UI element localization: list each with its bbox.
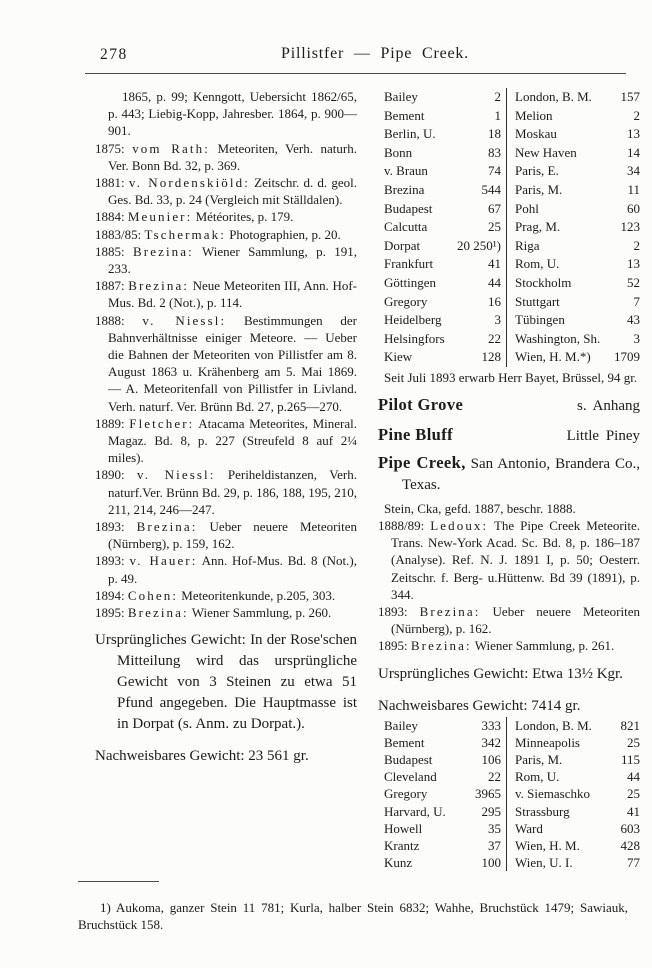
collection-name: Helsingfors (384, 330, 445, 346)
table-row (378, 88, 640, 107)
locality-name: Pipe Creek, (378, 452, 466, 472)
collection-weight: 18 (488, 126, 501, 142)
page-number: 278 (100, 46, 128, 63)
table-row (378, 181, 640, 200)
bib-entry (95, 226, 357, 243)
collection-name: Paris, M. (506, 181, 606, 200)
collection-name: Rom, U. (506, 255, 606, 274)
bib-author: Brezina: (128, 278, 190, 294)
pipe-creek-weights-table (378, 717, 640, 872)
bibliography-right (378, 517, 640, 655)
original-weight-paragraph (95, 630, 357, 735)
collection-name: Howell (384, 820, 423, 836)
table-row (378, 348, 640, 367)
collection-name: New Haven (506, 144, 606, 163)
collection-name: Tübingen (506, 311, 606, 330)
table-row (378, 274, 640, 293)
collection-weight: 67 (488, 200, 501, 216)
bib-entry (378, 517, 640, 603)
collection-name: Bement (384, 734, 425, 750)
collection-name: Strassburg (506, 803, 606, 820)
collection-weight: 25 (627, 734, 640, 750)
collection-weight: 544 (481, 181, 501, 197)
collection-name: v. Braun (384, 163, 428, 179)
collection-weight: 128 (481, 349, 501, 365)
collection-name: Minneapolis (506, 734, 606, 751)
collection-weight: 333 (481, 717, 501, 733)
table-row (378, 330, 640, 349)
bib-author: Ledoux: (430, 517, 489, 533)
collection-weight: 2 (494, 89, 501, 104)
bib-text: Zeitschr. d. d. geol. Ges. Bd. 33, p. 24 (Vergleich mit Ställdalen). (108, 175, 357, 208)
collection-weight: 2 (633, 237, 640, 253)
locality-entry-pipe-creek (378, 452, 640, 496)
bib-entry (378, 603, 640, 637)
weight-label: Nachweisbares Gewicht: (378, 697, 528, 714)
bib-author: Fletcher: (129, 415, 195, 431)
weight-value: 7414 gr. (531, 697, 581, 714)
collection-weight: 100 (481, 855, 501, 871)
collection-weight: 115 (620, 751, 640, 767)
locality-entry-pine-bluff (378, 424, 640, 447)
collection-weight: 22 (488, 330, 501, 346)
bib-year: 1885: (95, 243, 125, 259)
weight-value: 23 561 gr. (248, 748, 309, 765)
bib-year: 1894: (95, 587, 125, 603)
locality-reference: s. Anhang (577, 397, 640, 414)
locality-reference: Little Piney (566, 427, 640, 444)
bib-text: Neue Meteoriten III, Ann. Hof-Mus. Bd. 2 (Not.), p. 114. (108, 278, 357, 311)
collection-name: Prag, M. (506, 218, 606, 237)
collection-name: Heidelberg (384, 312, 442, 328)
collection-name: Cleveland (384, 769, 437, 785)
bib-year: 1893: (95, 553, 125, 569)
bib-entry (95, 415, 357, 467)
collection-name: Riga (506, 237, 606, 256)
verifiable-weight-line (378, 696, 640, 717)
table-row (378, 751, 640, 768)
weight-text: In der Rose'schen Mitteilung wird das ursprüngliche Gewicht von 3 Steinen zu etwa 51 Pfund angegeben. Die Hauptmasse ist in Dorpat (s. Anm. zu Dorpat.). (117, 632, 357, 733)
collection-weight: 41 (627, 803, 640, 819)
collection-weight: 35 (488, 820, 501, 836)
bib-text: The Pipe Creek Meteorite. Trans. New-York Acad. Sc. Bd. 8, p. 186–187 (Analyse). Ref. N. J. 1891 I, p. 50; Oesterr. Zeitschr. f. Berg- u.Hüttenw. Bd 39 (1891), p. 344. (391, 517, 641, 602)
table-row (378, 125, 640, 144)
collection-name: Budapest (384, 200, 433, 216)
weight-label: Nachweisbares Gewicht: (95, 748, 245, 765)
collection-weight: 295 (481, 803, 501, 819)
bib-author: v. Hauer: (129, 553, 198, 569)
collection-weight: 14 (627, 144, 640, 160)
table-row (378, 218, 640, 237)
collection-weight: 44 (627, 769, 640, 785)
collection-weight: 342 (481, 734, 501, 750)
bib-text: Wiener Sammlung, p. 261. (474, 638, 615, 654)
header-rule (85, 73, 626, 74)
table-row (378, 803, 640, 820)
collection-weight: 603 (620, 820, 640, 836)
bib-year: 1889: (95, 415, 125, 431)
collection-weight: 157 (620, 89, 640, 104)
collection-name: Bement (384, 107, 425, 123)
original-weight-paragraph (378, 664, 640, 685)
collection-name: London, B. M. (506, 88, 606, 107)
collection-weight: 11 (627, 181, 640, 197)
collection-name: Bailey (384, 717, 418, 733)
table-row (378, 717, 640, 734)
collection-name: Gregory (384, 786, 428, 802)
collection-weight: 77 (627, 855, 640, 871)
bib-text: Météorites, p. 179. (195, 209, 294, 225)
left-column (95, 88, 357, 767)
bib-year: 1875: (95, 140, 125, 156)
table-row (378, 785, 640, 802)
collection-name: Paris, M. (506, 751, 606, 768)
collection-name: Moskau (506, 125, 606, 144)
bib-text: Bestimmungen der Bahnverhältnisse einiger Meteore. — Ueber die Bahnen der Meteoriten von Pillistfer am 8. August 1863 u. Krähenberg am 5. Mai 1869. — A. Meteoritenfall von Pillistfer in Livland. Verh. naturf. Ver. Brünn Bd. 27, p.265—270. (108, 312, 358, 414)
bib-author: vom Rath: (132, 140, 210, 156)
collection-name: Dorpat (384, 237, 421, 253)
collection-weight: 25 (488, 219, 501, 235)
collection-weight: 821 (620, 717, 640, 733)
collection-weight: 41 (488, 256, 501, 272)
collection-name: Gregory (384, 293, 428, 309)
collection-name: Wien, U. I. (506, 854, 606, 871)
running-header-title: Pillistfer — Pipe Creek. (281, 45, 469, 62)
collection-name: Stockholm (506, 274, 606, 293)
collection-name: Pohl (506, 200, 606, 219)
bib-entry (378, 637, 640, 654)
table-row (378, 237, 640, 256)
bib-year: 1884: (95, 209, 125, 225)
collection-name: London, B. M. (506, 717, 606, 734)
bib-author: v. Niessl: (142, 312, 227, 328)
pillistfer-weights-table (378, 88, 640, 367)
bib-entry (95, 277, 357, 311)
bib-entry (95, 518, 357, 552)
table-row (378, 837, 640, 854)
collection-weight: 106 (481, 751, 501, 767)
collection-weight: 1 (494, 107, 501, 123)
bib-author: Brezina: (419, 603, 481, 619)
bib-author: v. Niessl: (137, 467, 216, 483)
locality-entry-pilot-grove (378, 394, 640, 417)
table-row (378, 854, 640, 871)
bib-text: Meteoritenkunde, p.205, 303. (181, 587, 336, 603)
collection-name: Stuttgart (506, 293, 606, 312)
collection-weight: 83 (488, 144, 501, 160)
collection-weight: 2 (633, 107, 640, 123)
collection-weight: 3 (494, 312, 501, 328)
collection-weight: 13 (627, 256, 640, 272)
bib-year: 1895: (95, 605, 125, 621)
verifiable-weight-line (95, 746, 357, 767)
bib-author: Brezina: (136, 519, 198, 535)
collection-name: Brezina (384, 181, 425, 197)
bib-year: 1893: (95, 519, 125, 535)
collection-weight: 44 (488, 274, 501, 290)
collection-name: Melion (506, 107, 606, 126)
locality-location: San Antonio, Brandera Co., Texas. (402, 455, 640, 493)
locality-name: Pine Bluff (378, 424, 454, 444)
bib-author: Brezina: (410, 638, 472, 654)
bibliography-left (95, 88, 357, 621)
collection-weight: 74 (488, 163, 501, 179)
bib-year: 1883/85: (95, 226, 142, 242)
footnote: 1) Aukoma, ganzer Stein 11 781; Kurla, halber Stein 6832; Wahhe, Bruchstück 1479; Sawiauk, Bruchstück 158. (78, 900, 628, 933)
bib-author: v. Nordenskiöld: (128, 175, 250, 191)
collection-name: Göttingen (384, 274, 436, 290)
bib-text: Periheldistanzen, Verh. naturf.Ver. Brünn Bd. 29, p. 186, 188, 195, 210, 211, 214, 246—247. (108, 467, 357, 517)
bib-entry (95, 604, 357, 621)
bib-year: 1887: (95, 278, 125, 294)
weight-label: Ursprüngliches Gewicht: (95, 632, 246, 649)
table-row (378, 162, 640, 181)
collection-weight: 123 (620, 219, 640, 235)
bib-text: Wiener Sammlung, p. 260. (191, 605, 332, 621)
bib-text: Ueber neuere Meteoriten (Nürnberg), p. 159, 162. (108, 519, 358, 552)
bib-text: Photographien, p. 20. (229, 226, 341, 242)
bib-text: Ueber neuere Meteoriten (Nürnberg), p. 162. (391, 603, 641, 637)
bib-entry (95, 312, 357, 415)
table-row (378, 768, 640, 785)
collection-weight: 60 (627, 200, 640, 216)
collection-name: Paris, E. (506, 162, 606, 181)
collection-name: Wien, H. M. (506, 837, 606, 854)
bib-author: Tschermak: (144, 226, 226, 242)
collection-name: Washington, Sh. (506, 330, 606, 349)
collection-name: Calcutta (384, 219, 428, 235)
bib-year: 1890: (95, 467, 125, 483)
collection-weight: 20 250¹) (457, 237, 501, 253)
table-row (378, 311, 640, 330)
table-row (378, 293, 640, 312)
bib-entry (95, 174, 357, 208)
table-row (378, 107, 640, 126)
bib-entry (95, 587, 357, 604)
bib-continuation: 1865, p. 99; Kenngott, Uebersicht 1862/65, p. 443; Liebig-Kopp, Jahresber. 1864, p. 900—901. (108, 89, 357, 139)
footnote-rule (78, 881, 159, 882)
collection-weight: 43 (627, 312, 640, 328)
collection-name: Kunz (384, 855, 413, 871)
collection-weight: 34 (627, 163, 640, 179)
weight-value: Etwa 13½ Kgr. (532, 665, 623, 682)
table-row (378, 820, 640, 837)
collection-weight: 7 (633, 293, 640, 309)
collection-name: Rom, U. (506, 768, 606, 785)
table-row (378, 144, 640, 163)
stone-description-line: Stein, Cka, gefd. 1887, beschr. 1888. (384, 500, 576, 516)
weight-label: Ursprüngliches Gewicht: (378, 665, 529, 682)
collection-weight: 37 (488, 837, 501, 853)
collection-name: Krantz (384, 837, 420, 853)
bib-entry (95, 466, 357, 518)
collection-name: Ward (506, 820, 606, 837)
acquisition-note: Seit Juli 1893 erwarb Herr Bayet, Brüssel, 94 gr. (384, 369, 638, 385)
collection-weight: 52 (627, 274, 640, 290)
bib-entry (95, 243, 357, 277)
collection-weight: 3965 (475, 786, 501, 802)
collection-weight: 25 (627, 786, 640, 802)
bib-entry (95, 140, 357, 174)
collection-weight: 1709 (614, 349, 640, 365)
bib-author: Cohen: (127, 587, 179, 603)
collection-name: Frankfurt (384, 256, 434, 272)
table-row (378, 255, 640, 274)
bib-text: Meteoriten, Verh. naturh. Ver. Bonn Bd. 32, p. 369. (108, 140, 358, 173)
bib-year: 1888/89: (378, 517, 425, 533)
collection-name: Harvard, U. (384, 803, 446, 819)
bib-author: Brezina: (133, 243, 194, 259)
collection-weight: 428 (620, 837, 640, 853)
collection-name: v. Siemaschko (506, 785, 606, 802)
locality-name: Pilot Grove (378, 394, 464, 414)
bib-entry (95, 552, 357, 586)
bib-year: 1881: (95, 175, 125, 191)
bib-year: 1893: (378, 603, 408, 619)
bib-year: 1895: (378, 638, 408, 654)
collection-name: Berlin, U. (384, 126, 436, 142)
collection-name: Bonn (384, 144, 413, 160)
collection-weight: 16 (488, 293, 501, 309)
collection-name: Bailey (384, 89, 418, 104)
collection-name: Budapest (384, 751, 433, 767)
right-column (378, 88, 640, 871)
table-row (378, 734, 640, 751)
collection-weight: 3 (633, 330, 640, 346)
bib-text: Wiener Sammlung, p. 191, 233. (108, 243, 357, 277)
collection-name: Kiew (384, 349, 413, 365)
collection-weight: 13 (627, 126, 640, 142)
collection-name: Wien, H. M.*) (506, 348, 606, 367)
bib-author: Brezina: (127, 605, 189, 621)
bib-entry (95, 208, 357, 225)
bib-year: 1888: (95, 312, 125, 328)
collection-weight: 22 (488, 769, 501, 785)
bib-text: Atacama Meteorites, Mineral. Magaz. Bd. 8, p. 227 (Streufeld 8 auf 2¼ miles). (108, 415, 357, 466)
bib-text: Ann. Hof-Mus. Bd. 8 (Not.), p. 49. (108, 553, 357, 586)
bib-author: Meunier: (127, 209, 193, 225)
table-row (378, 200, 640, 219)
